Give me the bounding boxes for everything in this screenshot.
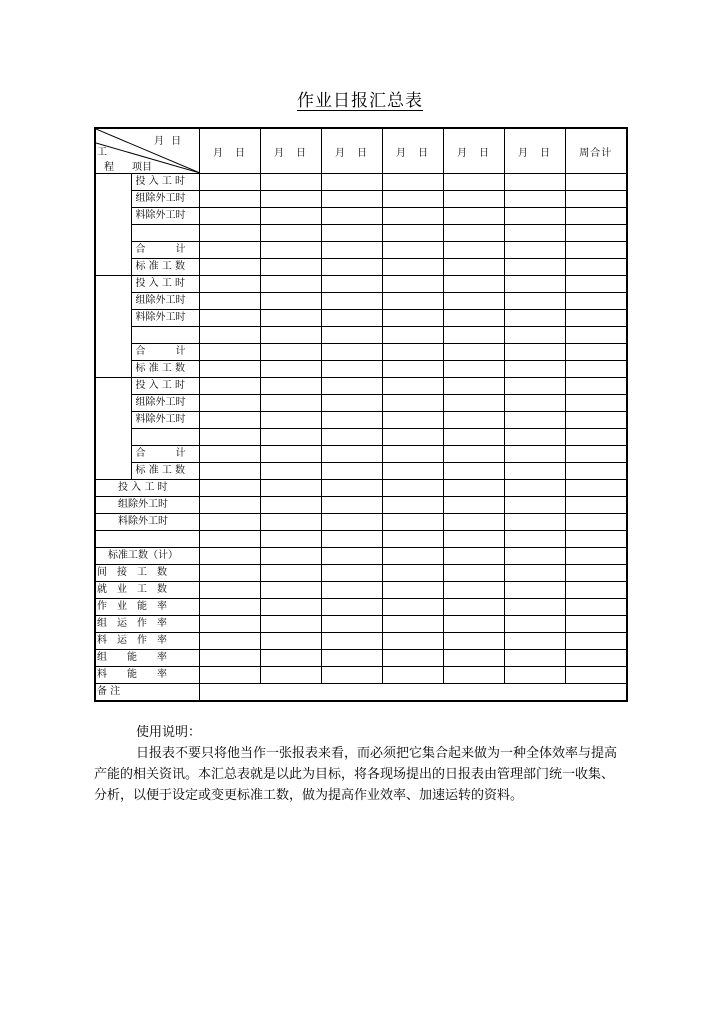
data-cell[interactable] (321, 616, 382, 633)
table-row (95, 378, 627, 395)
data-cell[interactable] (504, 276, 565, 293)
data-cell[interactable] (199, 344, 260, 361)
corner-day-label: 月 日 (154, 136, 184, 147)
data-cell[interactable] (260, 531, 321, 548)
data-cell[interactable] (504, 191, 565, 208)
data-cell[interactable] (565, 531, 627, 548)
row-label (131, 225, 199, 242)
data-cell[interactable] (504, 480, 565, 497)
data-cell[interactable] (565, 378, 627, 395)
data-cell[interactable] (565, 259, 627, 276)
row-label: 标 准 工 数 (131, 361, 199, 378)
row-label: 投 入 工 时 (131, 276, 199, 293)
table-row (95, 429, 627, 446)
data-cell[interactable] (321, 344, 382, 361)
data-cell[interactable] (382, 361, 443, 378)
table-row (95, 463, 627, 480)
data-cell[interactable] (382, 208, 443, 225)
data-cell[interactable] (443, 310, 504, 327)
table-row (95, 616, 627, 633)
data-cell[interactable] (443, 480, 504, 497)
table-row (95, 310, 627, 327)
data-cell[interactable] (321, 412, 382, 429)
data-cell[interactable] (199, 259, 260, 276)
data-cell[interactable] (443, 344, 504, 361)
data-cell[interactable] (199, 225, 260, 242)
data-cell[interactable] (260, 259, 321, 276)
data-cell[interactable] (565, 599, 627, 616)
data-cell[interactable] (260, 208, 321, 225)
data-cell[interactable] (321, 395, 382, 412)
data-cell[interactable] (565, 650, 627, 667)
data-cell[interactable] (382, 531, 443, 548)
row-label: 料 运 作 率 (95, 633, 199, 650)
data-cell[interactable] (443, 429, 504, 446)
data-cell[interactable] (260, 395, 321, 412)
date-column-header: 月 日 (443, 128, 504, 174)
data-cell[interactable] (199, 497, 260, 514)
data-cell[interactable] (443, 191, 504, 208)
data-cell[interactable] (382, 667, 443, 684)
data-cell[interactable] (382, 446, 443, 463)
data-cell[interactable] (443, 463, 504, 480)
data-cell[interactable] (321, 497, 382, 514)
data-cell[interactable] (260, 446, 321, 463)
row-label (131, 327, 199, 344)
row-label: 投 入 工 时 (131, 174, 199, 191)
table-row (95, 650, 627, 667)
date-column-header: 月 日 (382, 128, 443, 174)
data-cell[interactable] (382, 310, 443, 327)
data-cell[interactable] (504, 208, 565, 225)
data-cell[interactable] (382, 616, 443, 633)
data-cell[interactable] (199, 463, 260, 480)
data-cell[interactable] (260, 327, 321, 344)
data-cell[interactable] (260, 174, 321, 191)
usage-notes-title: 使用说明： (136, 725, 202, 740)
data-cell[interactable] (199, 242, 260, 259)
data-cell[interactable] (565, 276, 627, 293)
data-cell[interactable] (443, 361, 504, 378)
data-cell[interactable] (321, 276, 382, 293)
corner-cheng-label: 程 (104, 162, 114, 173)
data-cell[interactable] (199, 616, 260, 633)
data-cell[interactable] (443, 242, 504, 259)
data-cell[interactable] (321, 463, 382, 480)
data-cell[interactable] (443, 497, 504, 514)
data-cell[interactable] (382, 276, 443, 293)
table-row (95, 684, 627, 702)
row-label: 备 注 (95, 684, 199, 702)
data-cell[interactable] (199, 480, 260, 497)
corner-item-label: 项目 (132, 162, 152, 173)
data-cell[interactable] (504, 310, 565, 327)
data-cell[interactable] (199, 514, 260, 531)
data-cell[interactable] (321, 225, 382, 242)
data-cell[interactable] (321, 548, 382, 565)
table-row (95, 225, 627, 242)
table-row (95, 565, 627, 582)
data-cell[interactable] (260, 497, 321, 514)
data-cell[interactable] (321, 531, 382, 548)
data-cell[interactable] (443, 514, 504, 531)
data-cell[interactable] (321, 208, 382, 225)
data-cell[interactable] (504, 463, 565, 480)
data-cell[interactable] (504, 344, 565, 361)
table-row (95, 514, 627, 531)
data-cell[interactable] (443, 633, 504, 650)
data-cell[interactable] (260, 361, 321, 378)
data-cell[interactable] (260, 310, 321, 327)
data-cell[interactable] (443, 208, 504, 225)
data-cell[interactable] (382, 497, 443, 514)
data-cell[interactable] (260, 463, 321, 480)
data-cell[interactable] (321, 599, 382, 616)
data-cell[interactable] (504, 514, 565, 531)
table-row (95, 446, 627, 463)
data-cell[interactable] (565, 310, 627, 327)
data-cell[interactable] (199, 548, 260, 565)
data-cell[interactable] (260, 293, 321, 310)
data-cell[interactable] (199, 191, 260, 208)
data-cell[interactable] (199, 378, 260, 395)
table-body (95, 174, 627, 702)
row-label: 作 业 能 率 (95, 599, 199, 616)
data-cell[interactable] (504, 225, 565, 242)
usage-notes (94, 722, 626, 806)
row-label: 料除外工时 (131, 208, 199, 225)
table-row (95, 412, 627, 429)
table-row (95, 242, 627, 259)
row-label: 组除外工时 (131, 293, 199, 310)
data-cell[interactable] (321, 310, 382, 327)
data-cell[interactable] (565, 412, 627, 429)
data-cell[interactable] (443, 616, 504, 633)
data-cell[interactable] (260, 480, 321, 497)
data-cell[interactable] (565, 395, 627, 412)
data-cell[interactable] (504, 429, 565, 446)
data-cell[interactable] (260, 599, 321, 616)
data-cell[interactable] (260, 548, 321, 565)
table-row (95, 208, 627, 225)
data-cell[interactable] (260, 344, 321, 361)
data-cell[interactable] (199, 174, 260, 191)
data-cell[interactable] (260, 378, 321, 395)
data-cell[interactable] (443, 531, 504, 548)
data-cell[interactable] (199, 293, 260, 310)
data-cell[interactable] (382, 259, 443, 276)
data-cell[interactable] (199, 633, 260, 650)
data-cell[interactable] (443, 565, 504, 582)
table-row (95, 633, 627, 650)
data-cell[interactable] (382, 344, 443, 361)
corner-header (95, 128, 199, 174)
data-cell[interactable] (504, 412, 565, 429)
data-cell[interactable] (565, 174, 627, 191)
data-cell[interactable] (260, 242, 321, 259)
date-column-header: 月 日 (504, 128, 565, 174)
data-cell[interactable] (199, 531, 260, 548)
data-cell[interactable] (443, 259, 504, 276)
data-cell[interactable] (382, 327, 443, 344)
data-cell[interactable] (382, 293, 443, 310)
table-row (95, 344, 627, 361)
data-cell[interactable] (382, 565, 443, 582)
data-cell[interactable] (260, 191, 321, 208)
table-row (95, 599, 627, 616)
row-label: 料 能 率 (95, 667, 199, 684)
data-cell[interactable] (382, 242, 443, 259)
data-cell[interactable] (199, 208, 260, 225)
data-cell[interactable] (565, 667, 627, 684)
table-row (95, 582, 627, 599)
row-label: 标 准 工 数 (131, 259, 199, 276)
data-cell[interactable] (321, 633, 382, 650)
data-cell[interactable] (504, 582, 565, 599)
data-cell[interactable] (443, 667, 504, 684)
data-cell[interactable] (382, 480, 443, 497)
data-cell[interactable] (199, 565, 260, 582)
data-cell[interactable] (260, 667, 321, 684)
data-cell[interactable] (565, 242, 627, 259)
data-cell[interactable] (382, 633, 443, 650)
row-label: 投 入 工 时 (95, 480, 199, 497)
date-column-header: 月 日 (199, 128, 260, 174)
data-cell[interactable] (321, 446, 382, 463)
data-cell[interactable] (382, 548, 443, 565)
data-cell[interactable] (260, 514, 321, 531)
data-cell[interactable] (443, 378, 504, 395)
week-total-header: 周合计 (565, 128, 627, 174)
data-cell[interactable] (321, 242, 382, 259)
data-cell[interactable] (504, 327, 565, 344)
row-label: 合 计 (131, 344, 199, 361)
data-cell[interactable] (504, 446, 565, 463)
data-cell[interactable] (443, 276, 504, 293)
data-cell[interactable] (321, 667, 382, 684)
table-row (95, 293, 627, 310)
data-cell[interactable] (321, 565, 382, 582)
corner-gong-label: 工 (97, 147, 107, 158)
data-cell[interactable] (443, 395, 504, 412)
data-cell[interactable] (260, 616, 321, 633)
row-label: 标 准 工 数 (131, 463, 199, 480)
summary-table (94, 127, 628, 702)
data-cell[interactable] (199, 276, 260, 293)
data-cell[interactable] (382, 429, 443, 446)
page-title: 作业日报汇总表 (297, 91, 423, 111)
data-cell[interactable] (565, 225, 627, 242)
process-name-cell[interactable] (95, 174, 131, 276)
data-cell[interactable] (504, 565, 565, 582)
row-label: 料除外工时 (95, 514, 199, 531)
data-cell[interactable] (443, 174, 504, 191)
data-cell[interactable] (565, 429, 627, 446)
table-row (95, 667, 627, 684)
data-cell[interactable] (321, 480, 382, 497)
row-label: 组除外工时 (131, 395, 199, 412)
data-cell[interactable] (443, 225, 504, 242)
data-cell[interactable] (260, 582, 321, 599)
data-cell[interactable] (504, 548, 565, 565)
row-label: 组除外工时 (95, 497, 199, 514)
remarks-cell[interactable] (199, 684, 627, 702)
data-cell[interactable] (565, 514, 627, 531)
data-cell[interactable] (260, 650, 321, 667)
data-cell[interactable] (199, 429, 260, 446)
date-column-header: 月 日 (321, 128, 382, 174)
table-header-row (95, 128, 627, 174)
data-cell[interactable] (565, 293, 627, 310)
data-cell[interactable] (504, 497, 565, 514)
row-label: 标准工数（计） (95, 548, 199, 565)
table-row (95, 497, 627, 514)
table-row (95, 531, 627, 548)
data-cell[interactable] (382, 599, 443, 616)
data-cell[interactable] (199, 599, 260, 616)
table-row (95, 327, 627, 344)
data-cell[interactable] (565, 446, 627, 463)
row-label: 组除外工时 (131, 191, 199, 208)
row-label: 组 能 率 (95, 650, 199, 667)
data-cell[interactable] (504, 259, 565, 276)
data-cell[interactable] (443, 412, 504, 429)
data-cell[interactable] (443, 582, 504, 599)
data-cell[interactable] (260, 412, 321, 429)
data-cell[interactable] (504, 361, 565, 378)
data-cell[interactable] (504, 242, 565, 259)
data-cell[interactable] (199, 412, 260, 429)
data-cell[interactable] (199, 395, 260, 412)
data-cell[interactable] (199, 650, 260, 667)
data-cell[interactable] (504, 650, 565, 667)
data-cell[interactable] (260, 633, 321, 650)
row-label: 合 计 (131, 242, 199, 259)
data-cell[interactable] (443, 548, 504, 565)
data-cell[interactable] (382, 191, 443, 208)
data-cell[interactable] (260, 276, 321, 293)
data-cell[interactable] (565, 616, 627, 633)
data-cell[interactable] (504, 293, 565, 310)
data-cell[interactable] (565, 582, 627, 599)
data-cell[interactable] (443, 446, 504, 463)
table-row (95, 276, 627, 293)
data-cell[interactable] (199, 582, 260, 599)
data-cell[interactable] (382, 514, 443, 531)
data-cell[interactable] (199, 667, 260, 684)
data-cell[interactable] (382, 174, 443, 191)
data-cell[interactable] (321, 514, 382, 531)
row-label (95, 531, 199, 548)
data-cell[interactable] (260, 225, 321, 242)
table-row (95, 191, 627, 208)
data-cell[interactable] (565, 497, 627, 514)
row-label: 组 运 作 率 (95, 616, 199, 633)
table-row (95, 480, 627, 497)
data-cell[interactable] (504, 633, 565, 650)
data-cell[interactable] (565, 327, 627, 344)
process-name-cell[interactable] (95, 378, 131, 480)
data-cell[interactable] (504, 531, 565, 548)
data-cell[interactable] (565, 463, 627, 480)
row-label: 合 计 (131, 446, 199, 463)
data-cell[interactable] (443, 327, 504, 344)
process-name-cell[interactable] (95, 276, 131, 378)
data-cell[interactable] (382, 582, 443, 599)
data-cell[interactable] (382, 378, 443, 395)
table-row (95, 548, 627, 565)
data-cell[interactable] (565, 361, 627, 378)
data-cell[interactable] (321, 191, 382, 208)
data-cell[interactable] (321, 378, 382, 395)
table-row (95, 395, 627, 412)
data-cell[interactable] (504, 395, 565, 412)
data-cell[interactable] (504, 616, 565, 633)
data-cell[interactable] (504, 667, 565, 684)
data-cell[interactable] (199, 446, 260, 463)
date-column-header: 月 日 (260, 128, 321, 174)
data-cell[interactable] (565, 480, 627, 497)
data-cell[interactable] (565, 344, 627, 361)
row-label (131, 429, 199, 446)
data-cell[interactable] (382, 650, 443, 667)
data-cell[interactable] (443, 599, 504, 616)
data-cell[interactable] (199, 327, 260, 344)
data-cell[interactable] (260, 429, 321, 446)
data-cell[interactable] (321, 582, 382, 599)
row-label: 料除外工时 (131, 310, 199, 327)
data-cell[interactable] (565, 191, 627, 208)
data-cell[interactable] (321, 293, 382, 310)
data-cell[interactable] (382, 395, 443, 412)
data-cell[interactable] (321, 361, 382, 378)
data-cell[interactable] (199, 361, 260, 378)
data-cell[interactable] (199, 310, 260, 327)
table-row (95, 259, 627, 276)
data-cell[interactable] (504, 378, 565, 395)
data-cell[interactable] (565, 208, 627, 225)
table-row (95, 174, 627, 191)
data-cell[interactable] (321, 259, 382, 276)
row-label: 就 业 工 数 (95, 582, 199, 599)
data-cell[interactable] (443, 650, 504, 667)
data-cell[interactable] (382, 463, 443, 480)
data-cell[interactable] (321, 650, 382, 667)
data-cell[interactable] (321, 429, 382, 446)
row-label: 料除外工时 (131, 412, 199, 429)
table-row (95, 361, 627, 378)
row-label: 间 接 工 数 (95, 565, 199, 582)
data-cell[interactable] (321, 174, 382, 191)
data-cell[interactable] (504, 174, 565, 191)
data-cell[interactable] (321, 327, 382, 344)
data-cell[interactable] (565, 565, 627, 582)
data-cell[interactable] (443, 293, 504, 310)
data-cell[interactable] (382, 412, 443, 429)
usage-notes-body: 日报表不要只将他当作一张报表来看，而必须把它集合起来做为一种全体效率与提高产能的相关资讯。本汇总表就是以此为目标，将各现场提出的日报表由管理部门统一收集、分析，以便于设定或变更标准工数，做为提高作业效率、加速运转的资料。 (94, 746, 618, 803)
data-cell[interactable] (565, 548, 627, 565)
data-cell[interactable] (565, 633, 627, 650)
row-label: 投 入 工 时 (131, 378, 199, 395)
data-cell[interactable] (382, 225, 443, 242)
data-cell[interactable] (260, 565, 321, 582)
data-cell[interactable] (504, 599, 565, 616)
